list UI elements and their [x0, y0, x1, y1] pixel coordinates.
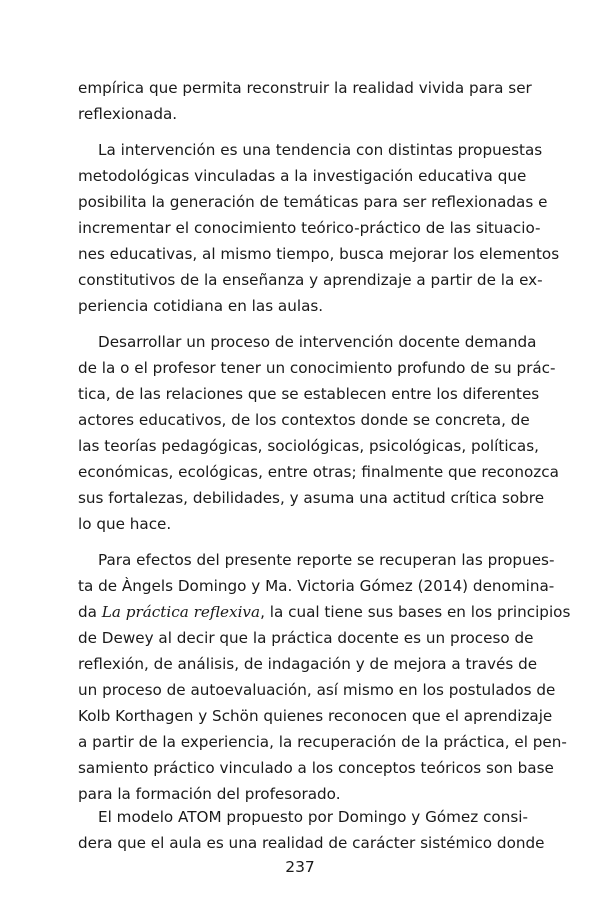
text-line: sus fortalezas, debilidades, y asuma una actitud crítica sobre: [78, 489, 545, 507]
text-line: posibilita la generación de temáticas para ser reflexionadas e: [78, 193, 548, 211]
text-line: de Dewey al decir que la práctica docente es un proceso de: [78, 629, 534, 647]
text-line: las teorías pedagógicas, sociológicas, psicológicas, políticas,: [78, 437, 539, 455]
text-line: de la o el profesor tener un conocimiento profundo de su prác-: [78, 359, 556, 377]
text-line: ta de Àngels Domingo y Ma. Victoria Gómez (2014) denomina-: [78, 577, 555, 595]
book-title: La práctica reflexiva: [101, 603, 261, 621]
text-line: El modelo ATOM propuesto por Domingo y Gómez consi-: [98, 808, 528, 826]
text-line: La intervención es una tendencia con distintas propuestas: [98, 141, 543, 159]
text-line: Kolb Korthagen y Schön quienes reconocen que el aprendizaje: [78, 707, 553, 725]
text-line: periencia cotidiana en las aulas.: [78, 297, 324, 315]
text-line: para la formación del profesorado.: [78, 785, 341, 803]
text-line: constitutivos de la enseñanza y aprendizaje a partir de la ex-: [78, 271, 543, 289]
text-line: actores educativos, de los contextos donde se concreta, de: [78, 411, 530, 429]
text-line: Desarrollar un proceso de intervención docente demanda: [98, 333, 537, 351]
text-line: incrementar el conocimiento teórico-práctico de las situacio-: [78, 219, 541, 237]
text-line: reflexionada.: [78, 105, 178, 123]
text-segment: da: [78, 603, 102, 621]
text-line: reflexión, de análisis, de indagación y de mejora a través de: [78, 655, 538, 673]
page-number: 237: [285, 858, 315, 876]
text-segment: , la cual tiene sus bases en los principios: [260, 603, 571, 621]
text-line: nes educativas, al mismo tiempo, busca mejorar los elementos: [78, 245, 560, 263]
text-line: empírica que permita reconstruir la realidad vivida para ser: [78, 79, 532, 97]
text-line: lo que hace.: [78, 515, 172, 533]
text-line: tica, de las relaciones que se establecen entre los diferentes: [78, 385, 540, 403]
text-line: dera que el aula es una realidad de carácter sistémico donde: [78, 834, 545, 852]
text-line-with-italic-title: [78, 599, 571, 625]
text-line: un proceso de autoevaluación, así mismo en los postulados de: [78, 681, 556, 699]
text-line: a partir de la experiencia, la recuperación de la práctica, el pen-: [78, 733, 567, 751]
text-line: samiento práctico vinculado a los conceptos teóricos son base: [78, 759, 554, 777]
text-line: económicas, ecológicas, entre otras; finalmente que reconozca: [78, 463, 559, 481]
text-line: Para efectos del presente reporte se recuperan las propues-: [98, 551, 555, 569]
text-line: metodológicas vinculadas a la investigación educativa que: [78, 167, 527, 185]
